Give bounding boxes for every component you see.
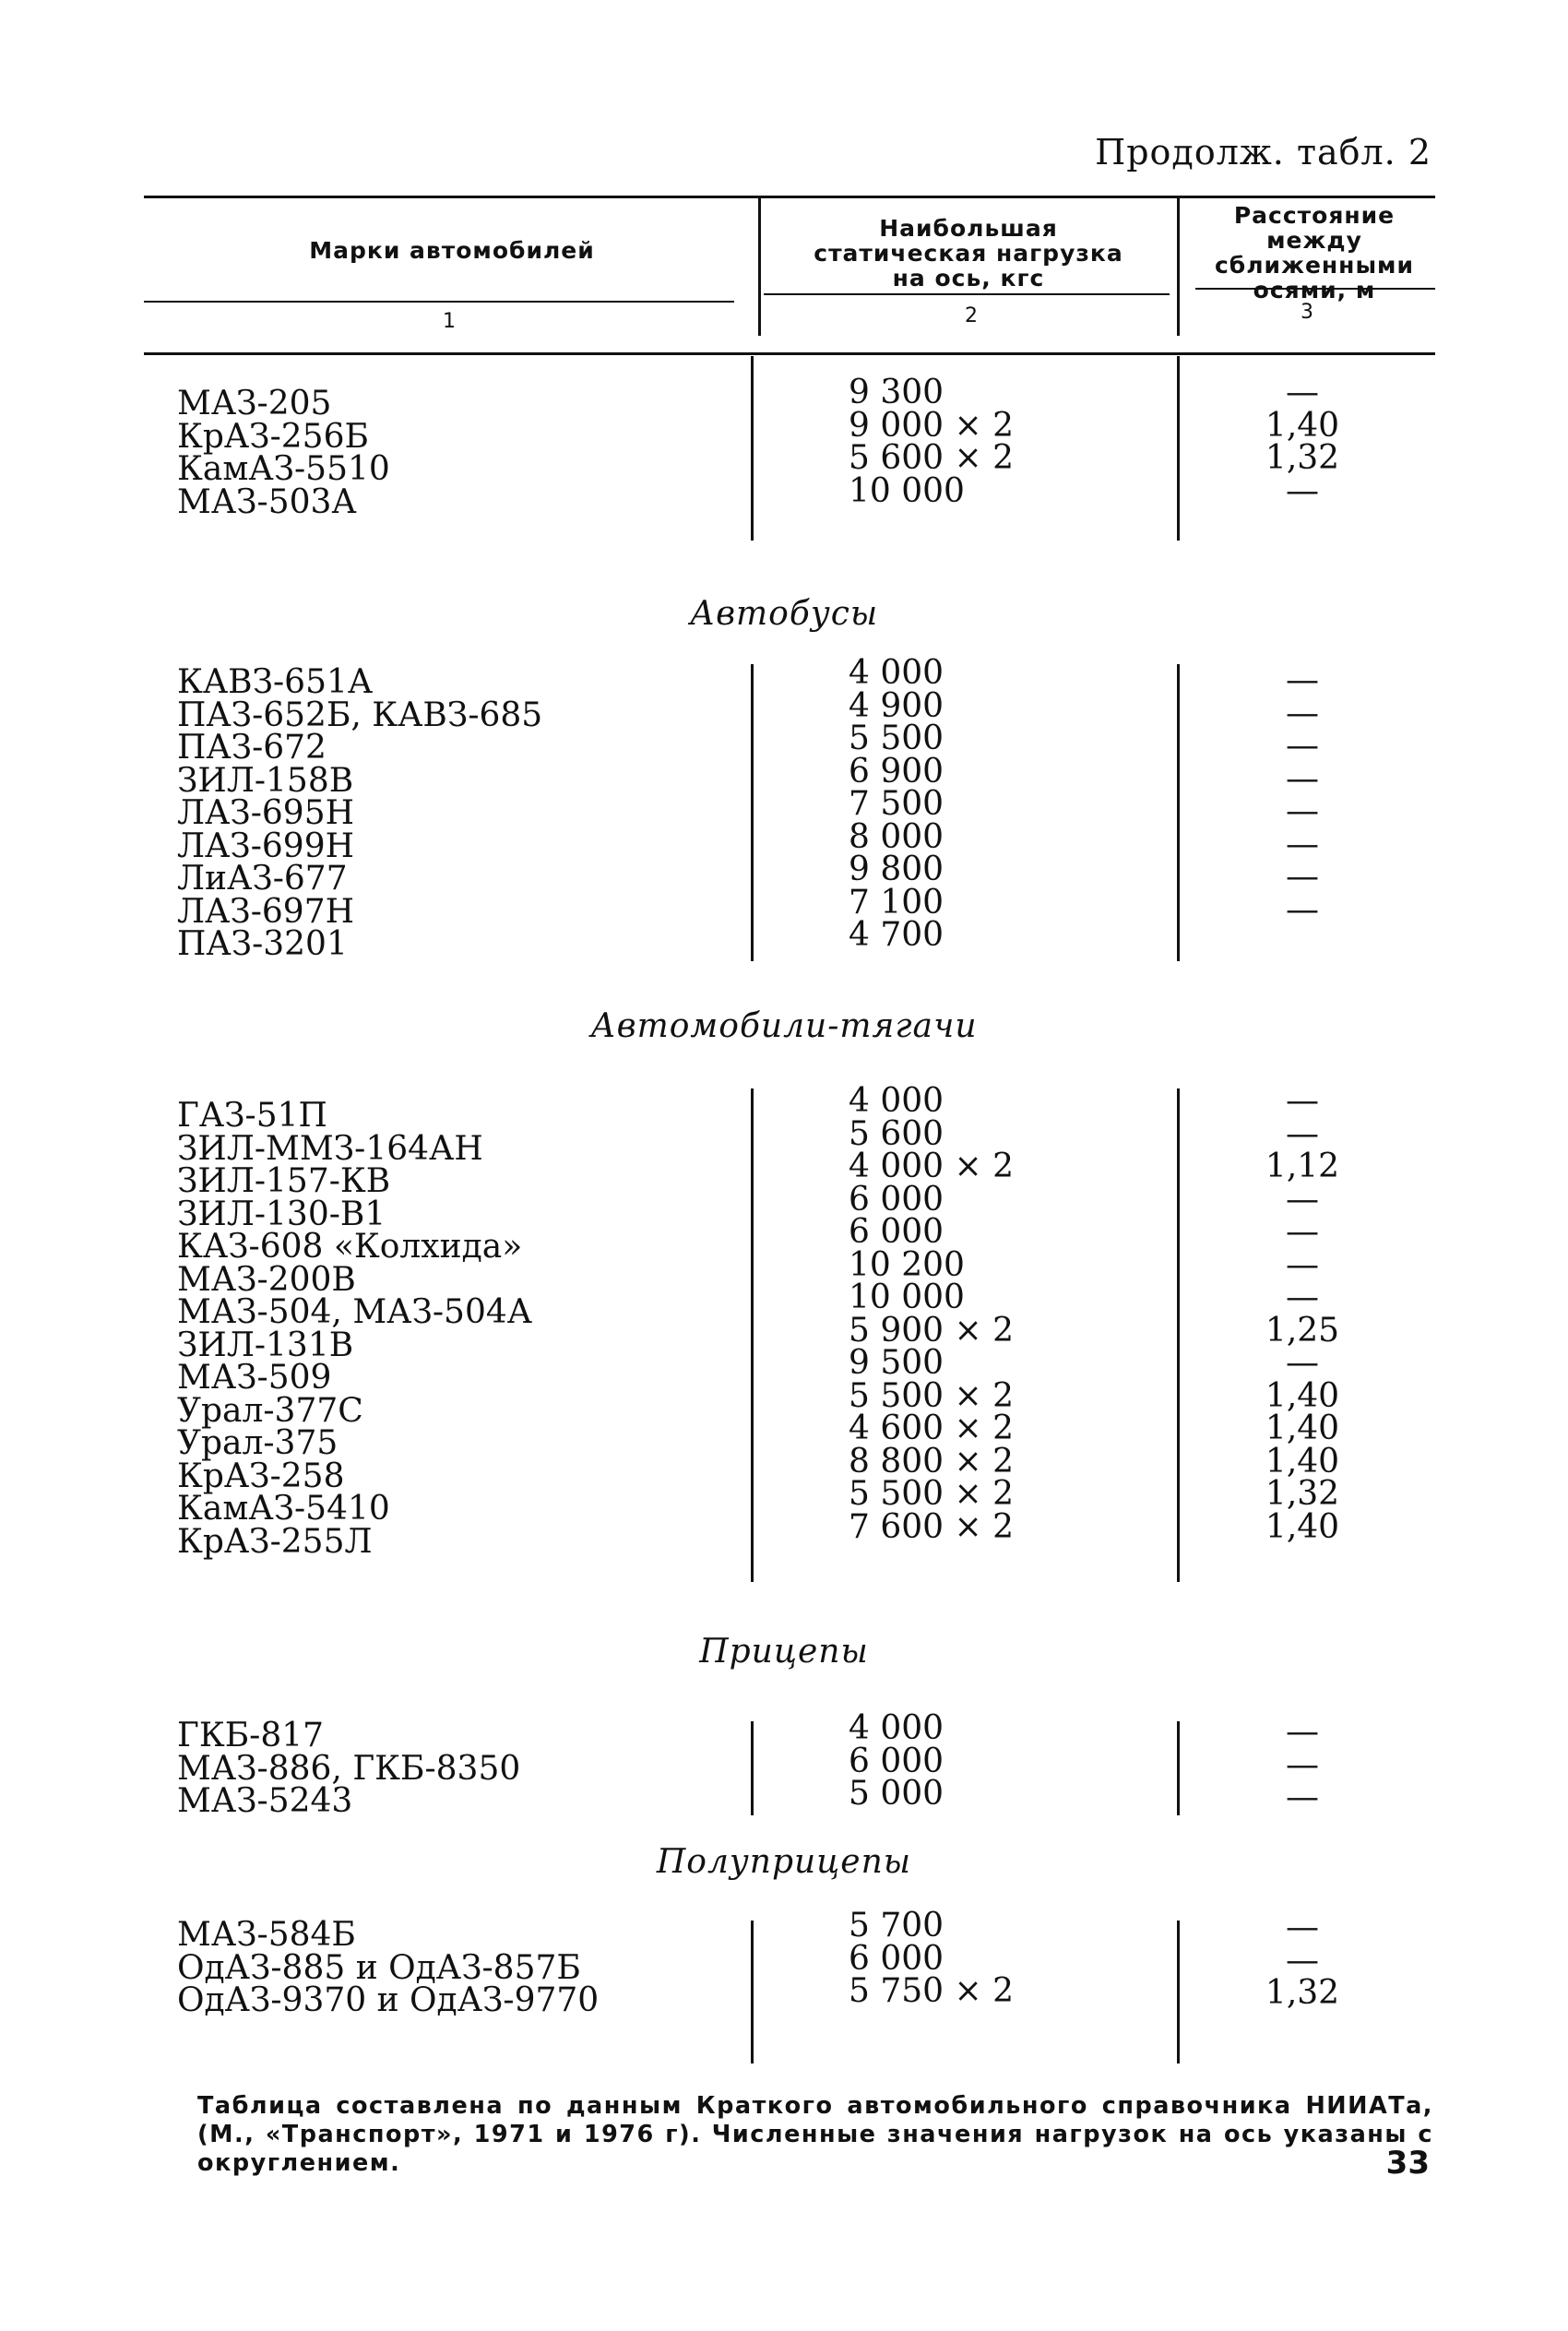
body-divider-1 — [751, 1721, 754, 1815]
distance-column — [1247, 661, 1358, 929]
distance-cell: 1,40 — [1265, 406, 1340, 445]
brand-cell: КрАЗ-255Л — [177, 1522, 373, 1561]
column-header-load: Наибольшая статическая нагрузка на ось, кгс — [814, 215, 1123, 291]
brand-cell: ПАЗ-652Б, КАВЗ-685 — [177, 696, 543, 734]
brand-cell: ЗИЛ-131В — [177, 1326, 354, 1364]
brand-cell: КрАЗ-256Б — [177, 417, 369, 456]
distance-cell: 1,40 — [1265, 1442, 1340, 1481]
page-number: 33 — [1385, 2145, 1430, 2182]
distance-cell: 1,40 — [1265, 1507, 1340, 1546]
load-cell: 10 200 — [849, 1245, 965, 1284]
brand-cell: КамАЗ-5510 — [177, 450, 390, 488]
header-top-rule — [144, 196, 1435, 198]
distance-cell: — — [1286, 727, 1319, 765]
load-cell: 6 900 — [849, 752, 944, 791]
load-cell: 9 000 × 2 — [849, 406, 1015, 445]
distance-cell: — — [1286, 1114, 1319, 1153]
brand-cell: ЗИЛ-158В — [177, 761, 354, 800]
load-column — [849, 1709, 1162, 1813]
brand-column — [177, 663, 731, 963]
load-column — [849, 1082, 1162, 1546]
header-divider-2 — [1177, 196, 1180, 336]
distance-cell: 1,32 — [1265, 1974, 1340, 2012]
body-divider-2 — [1177, 1721, 1180, 1815]
brand-cell: ГАЗ-51П — [177, 1097, 327, 1135]
load-cell: 6 000 — [849, 1213, 944, 1251]
brand-cell: ЗИЛ-ММЗ-164АН — [177, 1129, 483, 1168]
distance-cell: 1,12 — [1265, 1148, 1340, 1185]
load-cell: 5 900 × 2 — [849, 1311, 1015, 1350]
load-cell: 10 000 — [849, 1278, 965, 1316]
load-cell: 9 300 — [849, 374, 944, 411]
load-cell: 9 500 — [849, 1344, 944, 1382]
brand-column — [177, 1719, 731, 1818]
load-cell: 4 000 — [849, 1082, 944, 1120]
distance-cell: — — [1286, 1245, 1319, 1284]
load-cell: 5 750 × 2 — [849, 1972, 1015, 2010]
section-title-trailers: Прицепы — [699, 1633, 869, 1671]
load-cell: 5 500 × 2 — [849, 1376, 1015, 1415]
brand-column — [177, 1916, 731, 2019]
header-divider-1 — [758, 196, 761, 336]
load-cell: 5 000 — [849, 1775, 944, 1813]
distance-cell: — — [1286, 1278, 1319, 1316]
distance-column — [1247, 374, 1358, 510]
load-cell: 4 000 × 2 — [849, 1148, 1015, 1185]
distance-cell: — — [1286, 1713, 1319, 1751]
brand-cell: ПАЗ-3201 — [177, 925, 348, 963]
distance-cell: — — [1286, 1213, 1319, 1251]
distance-cell: 1,40 — [1265, 1376, 1340, 1415]
distance-cell: — — [1286, 1778, 1319, 1816]
header-col1-underline — [144, 301, 734, 303]
brand-cell: ЗИЛ-157-КВ — [177, 1162, 391, 1200]
brand-cell: МАЗ-503А — [177, 482, 357, 521]
distance-cell: 1,32 — [1265, 439, 1340, 477]
brand-cell: МАЗ-5243 — [177, 1782, 353, 1820]
distance-column — [1247, 1911, 1358, 2010]
load-cell: 8 000 — [849, 817, 944, 856]
load-cell: 6 000 — [849, 1939, 944, 1978]
body-divider-2 — [1177, 664, 1180, 961]
brand-cell: МАЗ-504, МАЗ-504А — [177, 1293, 533, 1331]
section-title-semitrailers: Полуприцепы — [656, 1843, 912, 1881]
load-cell: 7 600 × 2 — [849, 1507, 1015, 1546]
header-bottom-rule — [144, 352, 1435, 355]
table-continued-label: Продолж. табл. 2 — [1095, 132, 1431, 172]
load-cell: 4 000 — [849, 1709, 944, 1747]
brand-cell: ПАЗ-672 — [177, 729, 327, 767]
body-divider-2 — [1177, 1921, 1180, 2063]
brand-cell: ЛАЗ-699Н — [177, 827, 355, 865]
section-title-tractors: Автомобили-тягачи — [590, 1007, 978, 1045]
brand-cell: ОдАЗ-9370 и ОдАЗ-9770 — [177, 1981, 600, 2019]
brand-cell: МАЗ-200В — [177, 1260, 356, 1299]
brand-cell: МАЗ-584Б — [177, 1916, 356, 1954]
distance-cell: — — [1286, 471, 1319, 510]
distance-cell: — — [1286, 858, 1319, 896]
load-cell: 4 900 — [849, 686, 944, 725]
load-cell: 5 600 × 2 — [849, 439, 1015, 477]
load-cell: 6 000 — [849, 1742, 944, 1780]
distance-cell: — — [1286, 890, 1319, 929]
brand-cell: ЛАЗ-697Н — [177, 892, 355, 931]
brand-cell: Урал-377С — [177, 1391, 363, 1430]
load-cell: 7 500 — [849, 785, 944, 823]
load-cell: 9 800 — [849, 850, 944, 888]
brand-cell: Урал-375 — [177, 1424, 339, 1462]
body-divider-1 — [751, 1088, 754, 1582]
distance-cell: — — [1286, 1909, 1319, 1946]
load-cell: 7 100 — [849, 883, 944, 922]
load-cell: 10 000 — [849, 471, 965, 510]
distance-cell: — — [1286, 1344, 1319, 1382]
column-number-1: 1 — [443, 310, 456, 333]
body-divider-1 — [751, 356, 754, 541]
distance-column — [1247, 1082, 1358, 1546]
distance-cell: — — [1286, 1941, 1319, 1980]
distance-cell: 1,32 — [1265, 1475, 1340, 1513]
brand-cell: ОдАЗ-885 и ОдАЗ-857Б — [177, 1948, 581, 1987]
brand-cell: ЛиАЗ-677 — [177, 860, 348, 898]
body-divider-1 — [751, 664, 754, 961]
table-footnote: Таблица составлена по данным Краткого автомобильного справочника НИИАТа, (М., «Транспорт», 1971 и 1976 г). Численные значения нагрузок на ось указаны с округлением. — [197, 2092, 1433, 2177]
brand-cell: КамАЗ-5410 — [177, 1490, 390, 1528]
brand-column — [177, 385, 731, 521]
distance-cell: — — [1286, 1745, 1319, 1784]
header-col2-underline — [764, 293, 1170, 295]
body-divider-2 — [1177, 356, 1180, 541]
load-cell: 4 700 — [849, 916, 944, 954]
body-divider-2 — [1177, 1088, 1180, 1582]
distance-cell: — — [1286, 825, 1319, 863]
load-cell: 4 600 × 2 — [849, 1409, 1015, 1447]
column-header-brands: Марки автомобилей — [309, 237, 595, 264]
load-column — [849, 1909, 1162, 2008]
load-cell: 5 500 — [849, 720, 944, 757]
column-number-2: 2 — [965, 304, 978, 327]
brand-cell: КрАЗ-258 — [177, 1457, 345, 1495]
brand-cell: ГКБ-817 — [177, 1717, 325, 1754]
load-cell: 8 800 × 2 — [849, 1442, 1015, 1481]
brand-cell: МАЗ-205 — [177, 385, 332, 422]
body-divider-1 — [751, 1921, 754, 2063]
distance-cell: — — [1286, 1180, 1319, 1219]
brand-cell: КАВЗ-651А — [177, 663, 374, 701]
brand-cell: МАЗ-509 — [177, 1359, 332, 1397]
distance-cell: — — [1286, 694, 1319, 732]
brand-cell: КАЗ-608 «Колхида» — [177, 1228, 523, 1266]
load-cell: 5 500 × 2 — [849, 1475, 1015, 1513]
load-cell: 5 600 — [849, 1114, 944, 1153]
column-number-3: 3 — [1301, 301, 1313, 324]
distance-column — [1247, 1713, 1358, 1816]
load-column — [849, 654, 1162, 954]
load-cell: 5 700 — [849, 1907, 944, 1944]
brand-column — [177, 1097, 731, 1561]
distance-cell: — — [1286, 661, 1319, 699]
load-cell: 6 000 — [849, 1180, 944, 1219]
distance-cell: — — [1286, 759, 1319, 798]
distance-cell: — — [1286, 374, 1319, 411]
distance-cell: 1,40 — [1265, 1409, 1340, 1447]
distance-cell: — — [1286, 792, 1319, 830]
load-column — [849, 374, 1162, 510]
distance-cell: — — [1286, 1082, 1319, 1120]
brand-cell: МАЗ-886, ГКБ-8350 — [177, 1749, 521, 1788]
brand-cell: ЛАЗ-695Н — [177, 794, 355, 832]
load-cell: 4 000 — [849, 654, 944, 692]
distance-cell: 1,25 — [1265, 1311, 1340, 1350]
brand-cell: ЗИЛ-130-В1 — [177, 1195, 386, 1233]
section-title-buses: Автобусы — [689, 595, 879, 633]
column-header-distance: Расстояние между сближенными осями, м — [1214, 202, 1415, 303]
